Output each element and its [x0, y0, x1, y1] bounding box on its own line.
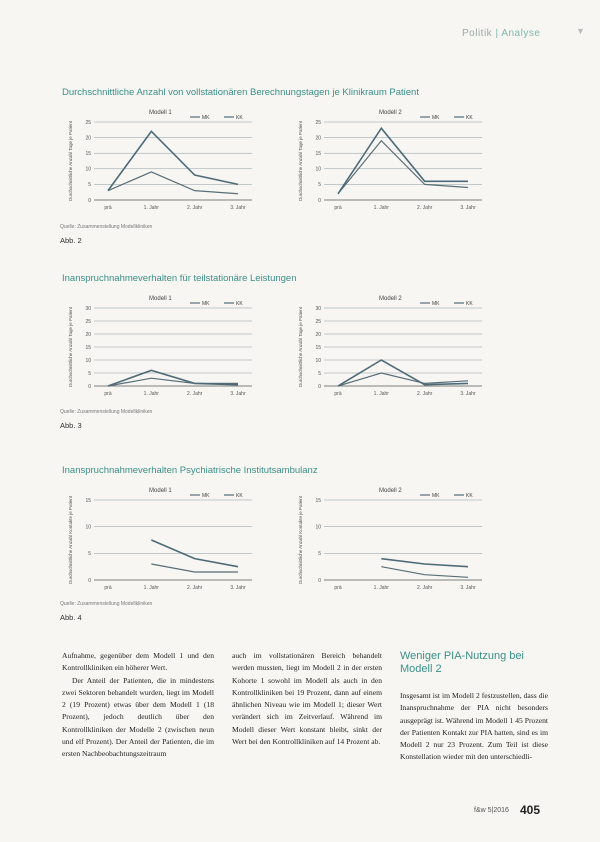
figure-1-source: Quelle: Zusammenstellung Modellkliniken: [60, 224, 153, 230]
figure-3-source: Quelle: Zusammenstellung Modellkliniken: [60, 601, 153, 607]
y-tick-label: 30: [85, 305, 91, 312]
legend-label: KK: [466, 115, 473, 121]
x-tick-label: 1. Jahr: [373, 391, 389, 397]
corner-mark-icon: ▼: [576, 26, 585, 36]
legend-label: MK: [202, 493, 210, 499]
legend-label: KK: [236, 301, 243, 307]
y-tick-label: 25: [85, 119, 91, 126]
legend-label: KK: [466, 301, 473, 307]
x-tick-label: 1. Jahr: [143, 391, 159, 397]
y-tick-label: 10: [315, 524, 321, 531]
x-tick-label: 3. Jahr: [230, 205, 246, 211]
y-tick-label: 5: [88, 182, 91, 189]
x-tick-label: prä: [334, 391, 342, 397]
y-tick-label: 0: [318, 383, 321, 390]
y-tick-label: 20: [315, 135, 321, 142]
header-section: Politik: [462, 28, 493, 39]
panel-title: Modell 1: [149, 296, 172, 302]
panel-title: Modell 2: [379, 296, 402, 302]
panel-title: Modell 2: [379, 110, 402, 116]
body-column-2: [232, 650, 382, 748]
figure-3-caption: Abb. 4: [60, 613, 82, 622]
y-axis-label: Durchschnittliche Anzahl Kontakte je Patient: [298, 495, 303, 585]
y-tick-label: 5: [318, 370, 321, 377]
x-tick-label: 3. Jahr: [460, 391, 476, 397]
y-tick-label: 15: [315, 344, 321, 351]
y-axis-label: Durchschnittliche Anzahl Tage je Patient: [68, 121, 73, 201]
y-tick-label: 25: [315, 119, 321, 126]
series-line-kk: [381, 559, 468, 567]
y-axis-label: Durchschnittliche Anzahl Tage je Patient: [298, 121, 303, 201]
figure-2-modell-2-chart: [290, 292, 490, 402]
y-tick-label: 15: [315, 151, 321, 157]
series-line-mk: [338, 141, 468, 194]
figure-1-caption: Abb. 2: [60, 236, 82, 245]
y-tick-label: 25: [85, 318, 91, 325]
x-tick-label: 1. Jahr: [143, 585, 159, 591]
footer-journal: f&w 5|2016: [474, 807, 509, 814]
y-tick-label: 20: [85, 331, 91, 338]
panel-title: Modell 2: [379, 488, 402, 494]
series-line-mk: [151, 564, 238, 572]
legend-label: KK: [466, 493, 473, 499]
y-tick-label: 15: [85, 497, 91, 504]
y-tick-label: 10: [85, 357, 91, 364]
x-tick-label: 2. Jahr: [187, 205, 203, 211]
y-tick-label: 0: [88, 577, 91, 584]
series-line-mk: [381, 567, 468, 578]
y-tick-label: 20: [315, 331, 321, 338]
y-tick-label: 10: [315, 166, 321, 173]
legend-label: MK: [202, 301, 210, 307]
y-axis-label: Durchschnittliche Anzahl Tage je Patient: [298, 307, 303, 387]
body-paragraph: auch im vollstationären Bereich behandelt werden mussten, liegt im Modell 2 in der ersten Kohorte 1 sowohl im Modell als auch in den Kontrollkliniken bei 19 Prozent, dann auf einem ähnlichen Niveau wie im Modell 1; dieser Wert verändert sich im Zeitverlauf. Während im Modell dieser Wert konstant bleibt, sinkt der Wert bei den Kontrollkliniken auf 14 Prozent ab.: [232, 651, 382, 747]
figure-2-source: Quelle: Zusammenstellung Modellkliniken: [60, 409, 153, 415]
running-header: [462, 28, 540, 39]
x-tick-label: 1. Jahr: [373, 585, 389, 591]
y-tick-label: 0: [318, 577, 321, 584]
figure-3-title: Inanspruchnahmeverhalten Psychiatrische Institutsambulanz: [62, 465, 318, 476]
x-tick-label: 1. Jahr: [373, 205, 389, 211]
legend-label: MK: [432, 115, 440, 121]
body-paragraph: Aufnahme, gegenüber dem Modell 1 und den Kontrollkliniken ein höherer Wert.: [62, 651, 214, 673]
series-line-kk: [338, 128, 468, 194]
x-tick-label: 3. Jahr: [460, 205, 476, 211]
x-tick-label: 2. Jahr: [417, 391, 433, 397]
y-tick-label: 10: [85, 524, 91, 531]
legend-label: MK: [432, 301, 440, 307]
y-tick-label: 15: [85, 151, 91, 157]
panel-title: Modell 1: [149, 488, 172, 494]
header-subsection: Analyse: [501, 28, 541, 39]
header-separator: |: [495, 28, 499, 39]
legend-label: KK: [236, 493, 243, 499]
x-tick-label: 2. Jahr: [417, 205, 433, 211]
figure-3-modell-2-chart: [290, 484, 490, 596]
figure-2-modell-1-chart: [60, 292, 260, 402]
x-tick-label: 3. Jahr: [460, 585, 476, 591]
x-tick-label: prä: [104, 391, 112, 397]
x-tick-label: 2. Jahr: [417, 585, 433, 591]
x-tick-label: prä: [334, 585, 342, 591]
x-tick-label: prä: [334, 205, 342, 211]
x-tick-label: 2. Jahr: [187, 391, 203, 397]
panel-title: Modell 1: [149, 110, 172, 116]
body-column-1: [62, 650, 214, 761]
y-tick-label: 10: [315, 357, 321, 364]
x-tick-label: 3. Jahr: [230, 391, 246, 397]
x-tick-label: 3. Jahr: [230, 585, 246, 591]
y-tick-label: 5: [88, 551, 91, 558]
body-column-3: [400, 690, 548, 764]
y-tick-label: 10: [85, 166, 91, 173]
series-line-mk: [108, 172, 238, 194]
figure-2-title: Inanspruchnahmeverhalten für teilstationäre Leistungen: [62, 273, 297, 284]
y-axis-label: Durchschnittliche Anzahl Tage je Patient: [68, 307, 73, 387]
figure-1-modell-2-chart: [290, 106, 490, 216]
legend-label: MK: [202, 115, 210, 121]
x-tick-label: 2. Jahr: [187, 585, 203, 591]
body-paragraph: Insgesamt ist im Modell 2 festzustellen, dass die Inanspruchnahme der PIA nicht besonders ausgeprägt ist. Während im Modell 1 45 Prozent der Patienten Kontakt zur PIA hatten, sind es im Modell 2 nur 23 Prozent. Zum Teil ist diese Konstellation wieder mit den unterschiedli-: [400, 691, 548, 762]
section-subheading: Weniger PIA-Nutzung bei Modell 2: [400, 650, 524, 675]
x-tick-label: 1. Jahr: [143, 205, 159, 211]
y-tick-label: 20: [85, 135, 91, 142]
figure-1-modell-1-chart: [60, 106, 260, 216]
legend-label: MK: [432, 493, 440, 499]
figure-1-title: Durchschnittliche Anzahl von vollstationären Berechnungstagen je Klinikraum Patient: [62, 87, 419, 98]
y-tick-label: 0: [88, 383, 91, 390]
x-tick-label: prä: [104, 205, 112, 211]
figure-2-caption: Abb. 3: [60, 421, 82, 430]
legend-label: KK: [236, 115, 243, 121]
body-paragraph: Der Anteil der Patienten, die in mindestens zwei Sektoren behandelt wurden, liegt im Modell 2 (19 Prozent) etwas über dem Modell 1 (18 Prozent), jedoch deutlich über den Kontrollkliniken der Modelle 2 (zwischen neun und elf Prozent). Der Anteil der Patienten, die im ersten Nachbeobachtungszeitraum: [62, 675, 214, 759]
y-tick-label: 25: [315, 318, 321, 325]
y-tick-label: 0: [318, 197, 321, 204]
series-line-kk: [108, 370, 238, 386]
page-number: 405: [520, 803, 541, 817]
y-tick-label: 15: [85, 344, 91, 351]
y-tick-label: 5: [88, 370, 91, 377]
y-tick-label: 5: [318, 182, 321, 189]
y-axis-label: Durchschnittliche Anzahl Kontakte je Patient: [68, 495, 73, 585]
y-tick-label: 15: [315, 497, 321, 504]
y-tick-label: 30: [315, 305, 321, 312]
x-tick-label: prä: [104, 585, 112, 591]
y-tick-label: 5: [318, 551, 321, 558]
figure-3-modell-1-chart: [60, 484, 260, 596]
y-tick-label: 0: [88, 197, 91, 204]
